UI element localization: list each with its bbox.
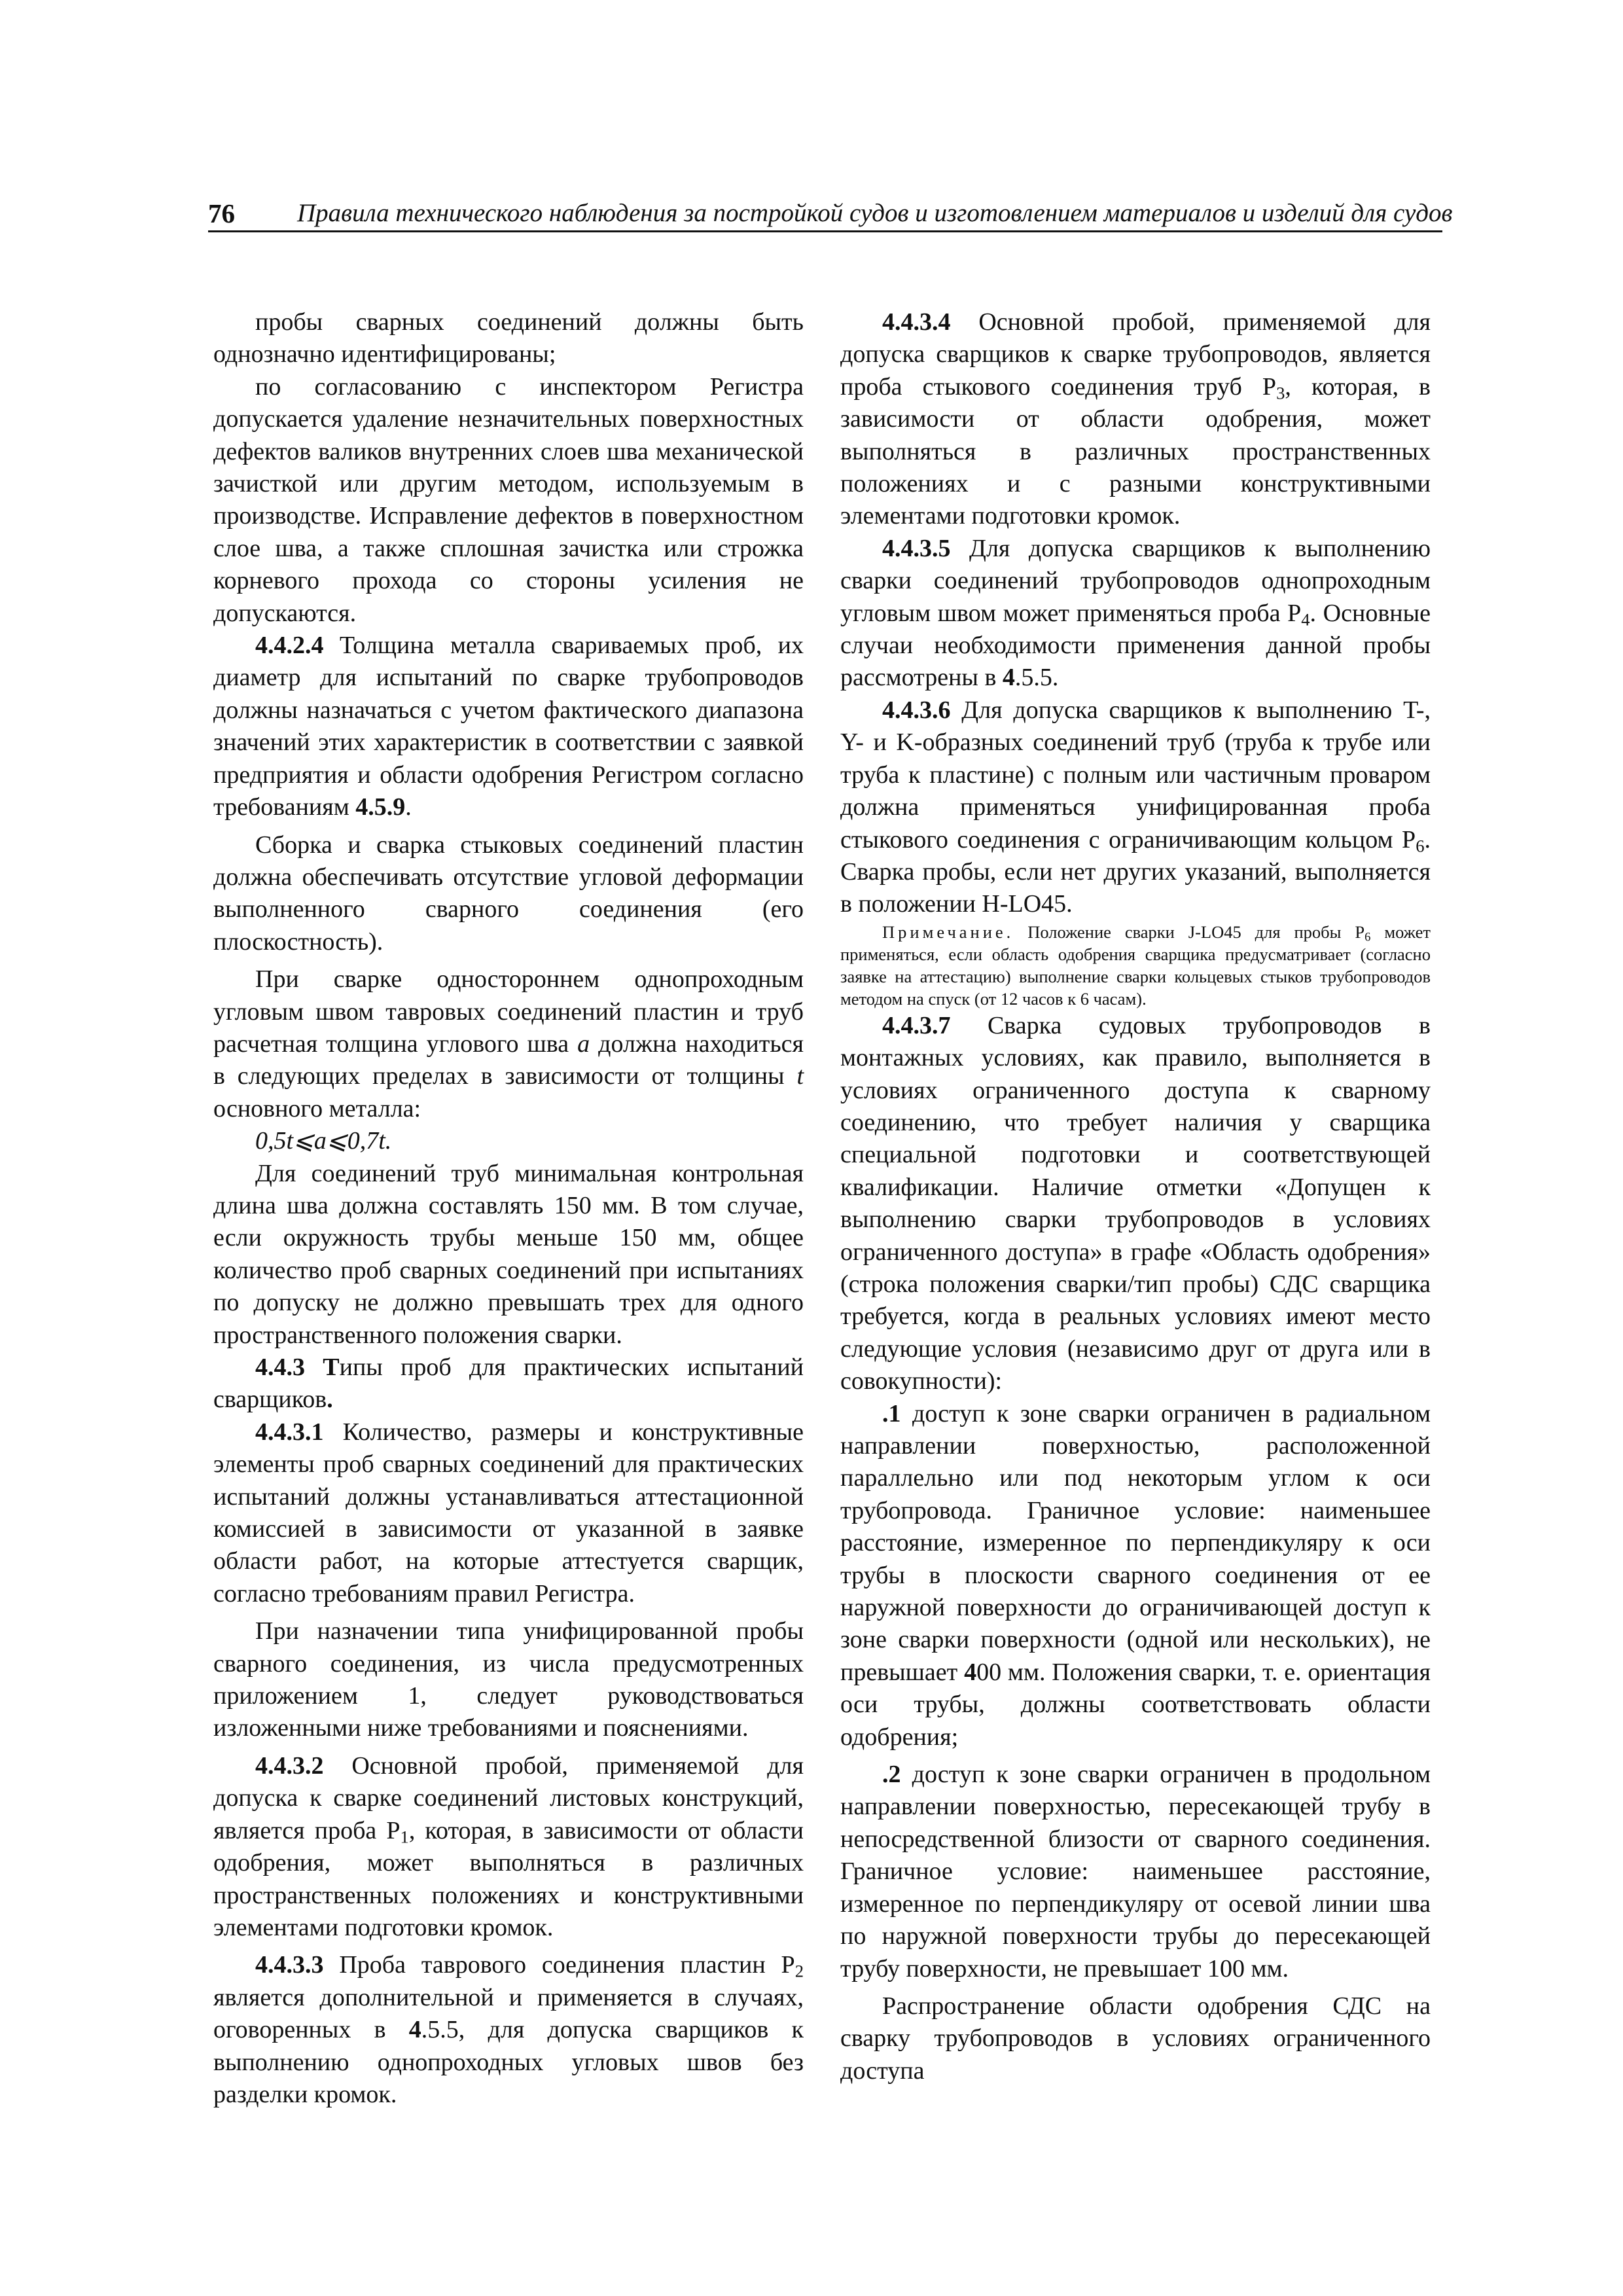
paragraph-4-4-3-3 (213, 1949, 804, 2111)
page-header (208, 198, 1453, 232)
heading-text: ипы проб для практических испытаний сварщиков (213, 1354, 804, 1414)
paragraph-4-4-2-4 (213, 630, 804, 823)
list-marker: .2 (882, 1761, 901, 1789)
list-text: 00 мм. Положения сварки, т. е. ориентация оси трубы, должны соответствовать области одобрения; (840, 1658, 1431, 1751)
clause-text: . Основные случаи необходимости применения данной пробы рассмотрены в (840, 599, 1431, 692)
clause-number: 4.4.3.1 (255, 1418, 324, 1446)
clause-number: 4.4.3.3 (255, 1951, 324, 1979)
value-highlight: 4 (964, 1658, 977, 1686)
note (840, 921, 1431, 1010)
clause-text: Проба таврового соединения пластин P (323, 1951, 795, 1979)
subscript: 6 (1364, 930, 1371, 944)
note-text: Положение сварки J-LO45 для пробы P (1014, 922, 1365, 942)
text-run: При сварке одностороннем однопроходным угловым швом тавровых соединений пластин и труб расчетная толщина углового шва (213, 965, 804, 1058)
punctuation: . (405, 793, 412, 821)
clause-number: 4.4.3.7 (882, 1011, 951, 1039)
clause-text: Основной пробой, применяемой для допуска сварщиков к сварке трубопроводов, является проба стыкового соединения труб P (840, 308, 1431, 401)
cross-reference: 4 (408, 2016, 421, 2044)
paragraph: Распространение области одобрения СДС на сварку трубопроводов в условиях ограниченного доступа (840, 1992, 1431, 2085)
clause-number: 4.4.3.4 (882, 308, 951, 336)
running-title: Правила технического наблюдения за постройкой судов и изготовлением материалов и изделий для судов (297, 199, 1453, 227)
subscript: 6 (1416, 836, 1425, 856)
note-text: может применяться, если область одобрения сварщика предусматривает (согласно заявке на аттестацию) выполнение сварки кольцевых стыков трубопроводов методом на спуск (от 12 часов к 6 часам). (840, 922, 1431, 1009)
text-run: основного металла: (213, 1094, 421, 1122)
clause-text: Толщина металла свариваемых проб, их диаметр для испытаний по сварке трубопроводов должны назначаться с учетом фактического диапазона значений этих характеристик в соответствии с заявкой предприятия и области одобрения Регистром согласно требованиям (213, 632, 804, 821)
paragraph-weld-thickness (213, 963, 804, 1125)
clause-text: .5.5. (1014, 664, 1059, 692)
right-column (840, 306, 1431, 2087)
cross-reference: 4.5.9 (355, 793, 406, 821)
left-column (213, 306, 804, 2111)
subscript: 3 (1276, 383, 1285, 403)
heading-initial: Т (305, 1354, 340, 1381)
cross-reference: 4 (1002, 664, 1015, 692)
list-item-2 (840, 1759, 1431, 1985)
formula: 0,5t⩽a⩽0,7t. (255, 1127, 392, 1155)
subscript: 1 (400, 1827, 409, 1847)
clause-text: является дополнительной и применяется в случаях, оговоренных в (213, 1983, 804, 2044)
clause-text: Основной пробой, применяемой для допуска к сварке соединений листовых конструкций, является проба P (213, 1751, 804, 1844)
paragraph-4-4-3-1 (213, 1416, 804, 1610)
clause-number: 4.4.3 (255, 1354, 305, 1381)
clause-text: . Сварка пробы, если нет других указаний, выполняется в положении H-LO45. (840, 825, 1431, 918)
clause-text: Для допуска сварщиков к выполнению T-, Y- и K-образных соединений труб (труба к трубе или труба к пластине) с полным или частичным проваром должна применяться унифицированная проба стыкового соединения с ограничивающим кольцом P (840, 696, 1431, 853)
clause-text: , которая, в зависимости от области одобрения, может выполняться в различных пространственных положениях и конструктивными элементами подготовки кромок. (213, 1816, 804, 1941)
clause-text: Для допуска сварщиков к выполнению сварки соединений трубопроводов однопроходным угловым швом может применяться проба P (840, 534, 1431, 627)
list-marker: .1 (882, 1399, 901, 1427)
subscript: 2 (794, 1961, 804, 1981)
paragraph-4-4-3-5 (840, 533, 1431, 694)
paragraph: по согласованию с инспектором Регистра допускается удаление незначительных поверхностных дефектов валиков внутренних слоев шва механической зачисткой или другим методом, используемым в производстве. Исправление дефектов в поверхностном слое шва, а также сплошная зачистка или строжка корневого прохода со стороны усиления не допускаются. (213, 372, 804, 627)
clause-number: 4.4.3.5 (882, 534, 951, 562)
paragraph-4-4-3-4 (840, 306, 1431, 533)
paragraph: пробы сварных соединений должны быть однозначно идентифицированы; (213, 308, 804, 368)
punctuation: . (327, 1386, 333, 1414)
text-run: должна находиться в следующих пределах в зависимости от толщины (213, 1030, 804, 1090)
variable-a: a (577, 1030, 590, 1058)
clause-text: Сварка судовых трубопроводов в монтажных условиях, как правило, выполняется в условиях ограниченного доступа к сварному соединению, что требует наличия у сварщика специальной подготовки и соответствующей квалификации. Наличие отметки «Допущен к выполнению сварки трубопроводов в условиях ограниченного доступа» в графе «Область одобрения» (строка положения сварки/тип пробы) СДС сварщика требуется, когда в реальных условиях имеют место следующие условия (независимо друг от друга или в совокупности): (840, 1011, 1431, 1395)
clause-number: 4.4.2.4 (255, 632, 324, 660)
paragraph: Сборка и сварка стыковых соединений пластин должна обеспечивать отсутствие угловой деформации выполненного сварного соединения (его плоскостность). (213, 831, 804, 956)
clause-text: Количество, размеры и конструктивные элементы проб сварных соединений для практических испытаний должны устанавливаться аттестационной комиссией в зависимости от указанной в заявке области работ, на которые аттестуется сварщик, согласно требованиям правил Регистра. (213, 1418, 804, 1607)
page-number: 76 (208, 198, 235, 228)
clause-number: 4.4.3.2 (255, 1751, 324, 1780)
paragraph-4-4-3-6 (840, 694, 1431, 921)
list-item-1 (840, 1398, 1431, 1753)
note-label: Примечание. (882, 922, 1014, 942)
clause-text: , которая, в зависимости от области одобрения, может выполняться в различных пространственных положениях и с разными конструктивными элементами подготовки кромок. (840, 372, 1431, 530)
list-text: доступ к зоне сварки ограничен в радиальном направлении поверхностью, расположенной параллельно или под некоторым углом к оси трубопровода. Граничное условие: наименьшее расстояние, измеренное по перпендикуляру к оси трубы в плоскости сварного соединения от ее наружной поверхности до ограничивающей доступ к зоне сварки поверхности (одной или нескольких), не превышает (840, 1399, 1431, 1686)
list-text: доступ к зоне сварки ограничен в продольном направлении поверхностью, пересекающей трубу в непосредственной близости от сварного соединения. Граничное условие: наименьшее расстояние, измеренное по перпендикуляру от осевой линии шва по наружной поверхности трубы до пересекающей трубу поверхности, не превышает 100 мм. (840, 1761, 1431, 1982)
subscript: 4 (1301, 609, 1310, 630)
clause-text: .5.5, для допуска сварщиков к выполнению однопроходных угловых швов без разделки кромок. (213, 2016, 804, 2108)
paragraph-4-4-3-2 (213, 1750, 804, 1944)
paragraph: При назначении типа унифицированной пробы сварного соединения, из числа предусмотренных приложением 1, следует руководствоваться изложенными ниже требованиями и пояснениями. (213, 1617, 804, 1742)
paragraph: Для соединений труб минимальная контрольная длина шва должна составлять 150 мм. В том случае, если окружность трубы меньше 150 мм, общее количество проб сварных соединений при испытаниях по допуску не должно превышать трех для одного пространственного положения сварки. (213, 1159, 804, 1349)
paragraph-4-4-3-7 (840, 1010, 1431, 1398)
section-heading-4-4-3 (213, 1352, 804, 1416)
clause-number: 4.4.3.6 (882, 696, 951, 724)
variable-t: t (796, 1062, 804, 1090)
